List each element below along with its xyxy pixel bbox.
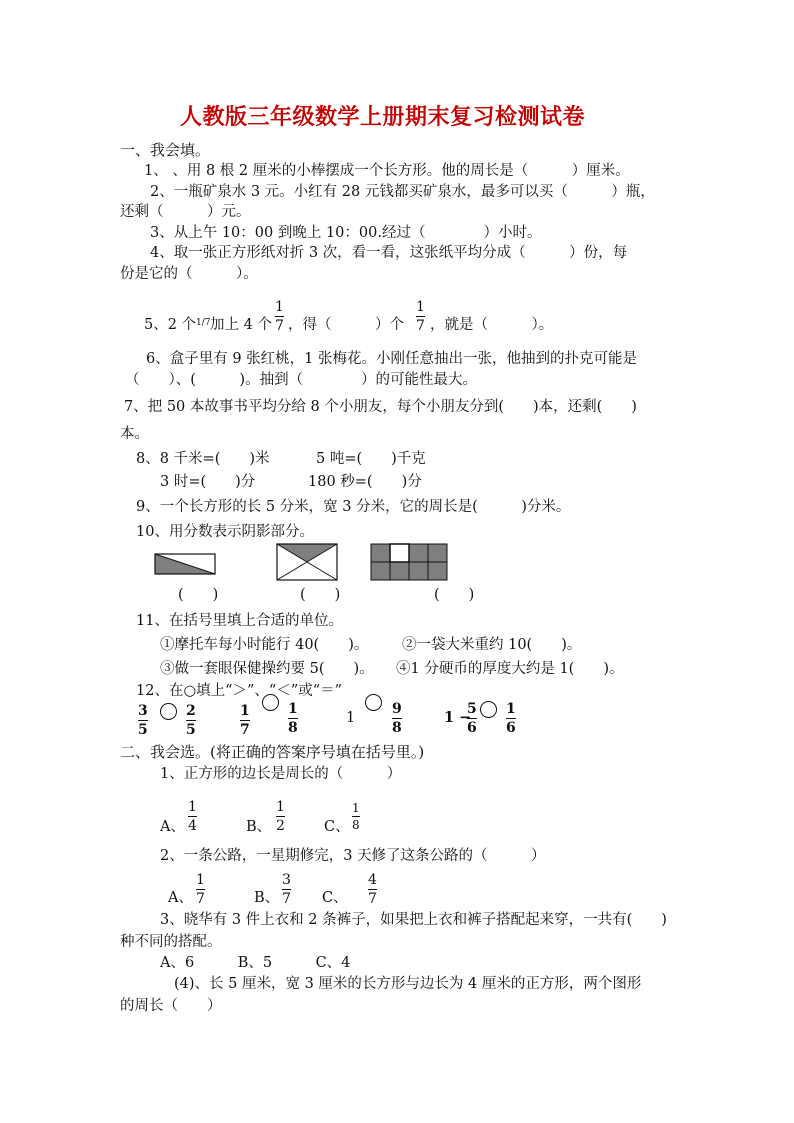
figure-rectangle-cross [276, 543, 338, 581]
option-b-label: B、 [254, 890, 280, 906]
question-3: 3、从上午 10：00 到晚上 10：00.经过（ ）小时。 [150, 225, 542, 241]
choice-question-1: 1、正方形的边长是周长的（ ） [160, 766, 402, 782]
question-5-part-2: 加上 4 个 [210, 317, 272, 333]
choice-question-4-line-2: 的周长（ ） [120, 998, 222, 1014]
choice-question-4-line-1: (4)、长 5 厘米，宽 3 厘米的长方形与边长为 4 厘米的正方形，两个图形 [174, 976, 642, 992]
question-11-a: ①摩托车每小时能行 40( )。 [160, 637, 369, 653]
question-5-part-4: ，就是（ ）。 [430, 317, 554, 333]
figure-grid-squares [370, 543, 448, 581]
question-4-line-2: 份是它的（ ）。 [120, 266, 258, 282]
fraction: 3 5 [138, 703, 148, 738]
question-8-d: 180 秒=( )分 [308, 474, 422, 490]
fraction: 4 7 [368, 872, 377, 907]
page-title: 人教版三年级数学上册期末复习检测试卷 [180, 104, 586, 130]
compare-circle[interactable] [480, 701, 497, 718]
fraction: 9 8 [392, 701, 402, 736]
figure-rectangle-diagonal [154, 553, 216, 575]
question-4-line-1: 4、取一张正方形纸对折 3 次，看一看，这张纸平均分成（ ）份，每 [150, 245, 628, 261]
fraction-one-seventh: 1 7 [275, 299, 284, 334]
fraction: 1 8 [352, 801, 360, 832]
question-6-line-1: 6、盒子里有 9 张红桃，1 张梅花。小刚任意抽出一张，他抽到的扑克可能是 [146, 351, 638, 367]
question-2-line-2: 还剩（ ）元。 [120, 204, 251, 220]
q5-inline-fraction: 1/7 [196, 318, 211, 328]
section-2-heading: 二、我会选。(将正确的答案序号填在括号里。) [120, 743, 425, 761]
fraction: 5 6 [467, 701, 477, 736]
question-11: 11、在括号里填上合适的单位。 [136, 613, 343, 629]
question-6-line-2: （ ）、( )。抽到（ ）的可能性最大。 [125, 372, 478, 388]
answer-blank: ( ) [434, 587, 475, 603]
compare-circle[interactable] [160, 703, 177, 720]
question-7-line-1: 7、把 50 本故事书平均分给 8 个小朋友，每个小朋友分到( )本，还剩( ) [124, 399, 637, 415]
question-5-part-1: 5、2 个 [144, 317, 197, 333]
choice-question-3-line-1: 3、晓华有 3 件上衣和 2 条裤子，如果把上衣和裤子搭配起来穿，一共有( ) [160, 912, 667, 928]
question-11-b: ②一袋大米重约 10( )。 [402, 637, 582, 653]
option-a-label: A、 [168, 890, 193, 906]
question-7-line-2: 本。 [120, 426, 149, 442]
question-10: 10、用分数表示阴影部分。 [136, 524, 314, 540]
whole-number-one: 1 [346, 710, 356, 726]
question-8-a: 8、8 千米=( )米 [136, 451, 270, 467]
option-c-label: C、 [324, 819, 350, 835]
fraction: 3 7 [282, 872, 291, 907]
option-c-label: C、 [322, 890, 348, 906]
fraction: 1 8 [288, 701, 298, 736]
question-1: 1、 、用 8 根 2 厘米的小棒摆成一个长方形。他的周长是（ ）厘米。 [144, 163, 630, 179]
question-2-line-1: 2、一瓶矿泉水 3 元。小红有 28 元钱都买矿泉水，最多可以买（ ）瓶， [150, 184, 655, 200]
answer-blank: ( ) [300, 587, 341, 603]
fraction: 2 5 [186, 703, 196, 738]
fraction: 1 6 [506, 701, 516, 736]
fraction: 1 7 [240, 703, 250, 738]
fraction: 1 4 [188, 799, 197, 834]
option-a-label: A、 [160, 819, 185, 835]
question-8-c: 3 时=( )分 [160, 474, 256, 490]
question-9: 9、一个长方形的长 5 分米，宽 3 分米，它的周长是( )分米。 [136, 499, 571, 515]
fraction-one-seventh: 1 7 [416, 299, 425, 334]
question-11-d: ④1 分硬币的厚度大约是 1( )。 [396, 661, 624, 677]
section-1-heading: 一、我会填。 [120, 141, 211, 159]
question-12: 12、在○填上“＞”、“＜”或“＝” [136, 683, 343, 699]
fraction: 1 7 [196, 872, 205, 907]
question-11-c: ③做一套眼保健操约要 5( )。 [160, 661, 374, 677]
choice-question-2: 2、一条公路，一星期修完，3 天修了这条公路的（ ） [160, 848, 546, 864]
fraction: 1 2 [276, 799, 285, 834]
answer-blank: ( ) [178, 587, 219, 603]
choice-question-3-line-2: 种不同的搭配。 [120, 934, 222, 950]
compare-circle[interactable] [365, 694, 382, 711]
choice-question-3-options: A、6 B、5 C、4 [160, 955, 351, 971]
question-5-part-3: ，得（ ）个 [288, 317, 404, 333]
option-b-label: B、 [246, 819, 272, 835]
compare-circle[interactable] [262, 694, 279, 711]
one-minus: 1 − [444, 709, 472, 726]
question-8-b: 5 吨=( )千克 [316, 451, 426, 467]
